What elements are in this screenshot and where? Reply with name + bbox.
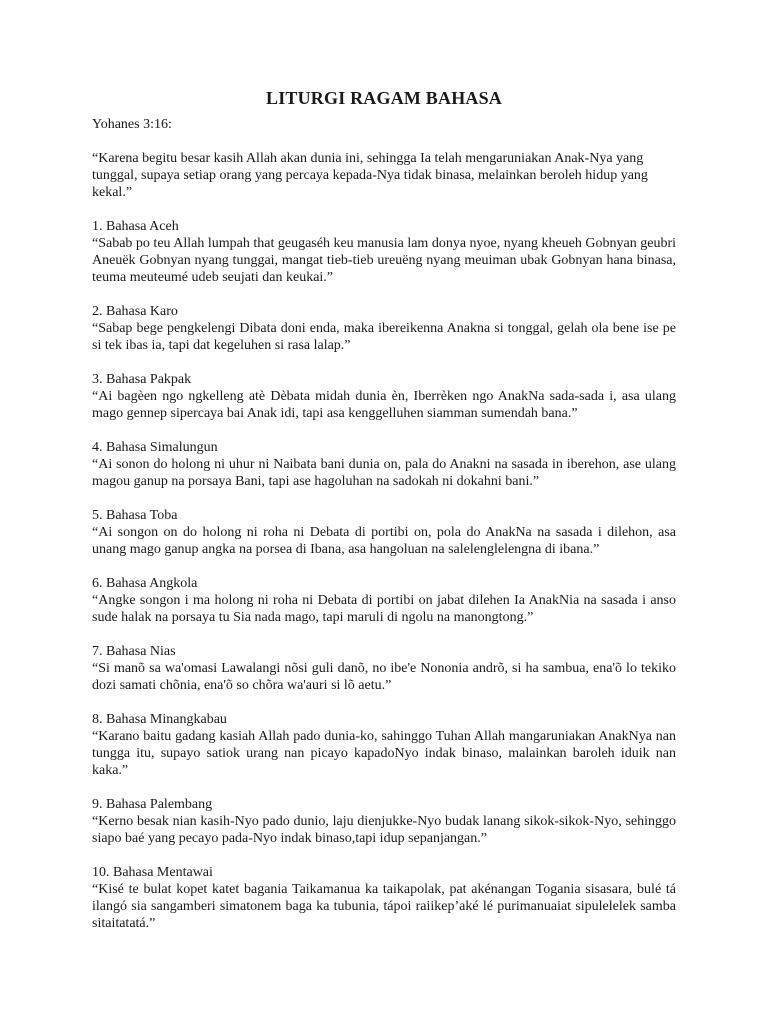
- section-text: “Ai sonon do holong ni uhur ni Naibata bani dunia on, pala do Anakni na sasada in iberehon, ase ulang magou ganup na porsaya Bani, tapi ase hagoluhan na sadokah ni dokahni bani.”: [92, 457, 676, 489]
- section-text: “Kerno besak nian kasih-Nyo pado dunio, laju dienjukke-Nyo budak lanang sikok-sikok-Nyo, sehinggo siapo baé yang pecayo pada-Nyo indak binaso,tapi idup sepanjangan.”: [92, 814, 676, 846]
- intro-quote: “Karena begitu besar kasih Allah akan dunia ini, sehingga Ia telah mengaruniakan Anak-Nya yang tunggal, supaya setiap orang yang percaya kepada-Nya tidak binasa, melainkan beroleh hidup yang kekal.”: [92, 151, 648, 200]
- section-bahasa-nias: [92, 643, 676, 694]
- verse-reference: Yohanes 3:16:: [92, 117, 172, 132]
- section-text: “Si manõ sa wa'omasi Lawalangi nõsi guli danõ, no ibe'e Nononia andrõ, si ha sambua, ena'õ lo tekiko dozi samati chõnia, ena'õ so chõra wa'auri si lõ aetu.”: [92, 661, 676, 693]
- section-text: “Ai songon on do holong ni roha ni Debata di portibi on, pola do AnakNa na sasada i dilehon, asa unang mago ganup angka na porsea di Ibana, asa hangoluan na salelenglelengna di ibana.”: [92, 525, 676, 557]
- section-text: “Ai bagèen ngo ngkelleng atè Dèbata midah dunia èn, Iberrèken ngo AnakNa sada-sada i, asa ulang mago gennep sipercaya bai Anak idi, tapi asa kenggelluhen siamman sumendah bana.”: [92, 389, 676, 421]
- section-heading: 8. Bahasa Minangkabau: [92, 712, 227, 727]
- document-content: [92, 87, 676, 949]
- section-text: “Angke songon i ma holong ni roha ni Debata di portibi on jabat dilehen Ia AnakNia na sasada i anso sude halak na porsaya tu Sia nada mago, tapi maruli di ngolu na manongtong.”: [92, 593, 676, 625]
- section-heading: 9. Bahasa Palembang: [92, 797, 213, 812]
- section-bahasa-mentawai: [92, 864, 676, 932]
- section-heading: 7. Bahasa Nias: [92, 644, 176, 659]
- section-heading: 5. Bahasa Toba: [92, 508, 178, 523]
- section-bahasa-toba: [92, 507, 676, 558]
- section-heading: 2. Bahasa Karo: [92, 304, 178, 319]
- section-text: “Sabab po teu Allah lumpah that geugaséh keu manusia lam donya nyoe, nyang kheueh Gobnyan geubri Aneuëk Gobnyan nyang tunggai, mangat tieb-tieb ureuëng nyang meuiman ubak Gobnyan hana binasa, teuma meuteumé udeb seujati dan keukai.”: [92, 236, 676, 285]
- section-bahasa-angkola: [92, 575, 676, 626]
- section-text: “Kisé te bulat kopet katet bagania Taikamanua ka taikapolak, pat akénangan Togania sisasara, bulé tá ilangó sia sangamberi simatonem baga ka tubunia, tápoi raiikep’aké lé purimanuaiat sipulelelek samba sitaitatatá.”: [92, 882, 676, 931]
- section-bahasa-simalungun: [92, 439, 676, 490]
- section-bahasa-palembang: [92, 796, 676, 847]
- section-text: “Karano baitu gadang kasiah Allah pado dunia-ko, sahinggo Tuhan Allah mangaruniakan AnakNya nan tungga itu, supayo satiok urang nan picayo kapadoNyo indak binaso, malainkan baroleh iduik nan kaka.”: [92, 729, 676, 778]
- page-title: LITURGI RAGAM BAHASA: [265, 88, 503, 108]
- section-bahasa-aceh: [92, 218, 676, 286]
- section-bahasa-minangkabau: [92, 711, 676, 779]
- section-bahasa-pakpak: [92, 371, 676, 422]
- section-heading: 10. Bahasa Mentawai: [92, 865, 213, 880]
- section-heading: 3. Bahasa Pakpak: [92, 372, 192, 387]
- section-heading: 6. Bahasa Angkola: [92, 576, 198, 591]
- section-heading: 4. Bahasa Simalungun: [92, 440, 218, 455]
- section-text: “Sabap bege pengkelengi Dibata doni enda, maka ibereikenna Anakna si tonggal, gelah ola bene ise pe si tek ibas ia, tapi dat kegeluhen si rasa lalap.”: [92, 321, 676, 353]
- section-heading: 1. Bahasa Aceh: [92, 219, 179, 234]
- section-bahasa-karo: [92, 303, 676, 354]
